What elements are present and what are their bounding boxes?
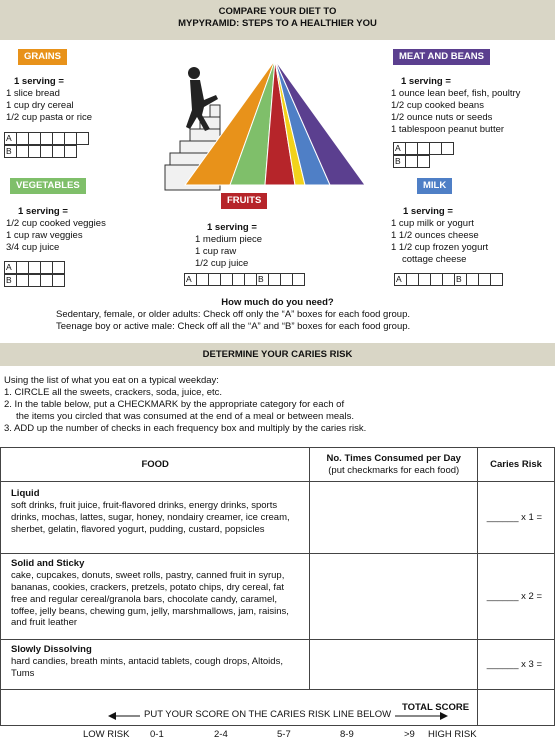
- need-line-2: Teenage boy or active male: Check off all the “A” and “B” boxes for each food group.: [56, 320, 411, 332]
- col-times-header: [310, 448, 478, 482]
- food-cell-dissolving: [1, 640, 310, 690]
- need-section: [0, 297, 555, 333]
- box-letter-b: B: [454, 273, 467, 286]
- vegetables-serving-head: 1 serving =: [18, 206, 68, 217]
- food-title: Slowly Dissolving: [11, 644, 92, 655]
- col-times-line-1: No. Times Consumed per Day: [326, 452, 461, 464]
- grains-serving: [6, 76, 92, 124]
- box-letter-a: A: [393, 142, 406, 155]
- fruits-checkboxes: [185, 274, 305, 286]
- milk-line-4: cottage cheese: [402, 253, 467, 265]
- need-title: How much do you need?: [221, 297, 334, 308]
- box-letter-a: A: [184, 273, 197, 286]
- pyramid-header: [0, 0, 555, 40]
- scale-range-2: 2-4: [214, 729, 228, 740]
- scale-high: HIGH RISK: [428, 729, 477, 740]
- scale-range-1: 0-1: [150, 729, 164, 740]
- milk-label: MILK: [417, 178, 452, 194]
- checkbox[interactable]: [64, 145, 77, 158]
- need-line-1: Sedentary, female, or older adults: Check off only the “A” boxes for each food group.: [56, 308, 410, 320]
- caries-header: DETERMINE YOUR CARIES RISK: [0, 343, 555, 366]
- mult-cell-dissolving[interactable]: ______ x 3 =: [478, 640, 555, 690]
- milk-line-2: 1 1/2 ounces cheese: [391, 229, 479, 241]
- total-label: TOTAL SCORE: [310, 690, 478, 726]
- checkbox[interactable]: [490, 273, 503, 286]
- vegetables-serving: [6, 206, 106, 254]
- milk-line-1: 1 cup milk or yogurt: [391, 217, 474, 229]
- scale-range-4: 8-9: [340, 729, 354, 740]
- box-letter-b: B: [4, 145, 17, 158]
- caries-risk-table: [0, 447, 555, 726]
- scale-instruction: PUT YOUR SCORE ON THE CARIES RISK LINE BELOW: [140, 709, 395, 721]
- table-row: [1, 482, 555, 554]
- grains-line-2: 1 cup dry cereal: [6, 99, 74, 111]
- fruits-label: FRUITS: [221, 193, 267, 209]
- table-row: [1, 554, 555, 640]
- grains-line-3: 1/2 cup pasta or rice: [6, 111, 93, 123]
- milk-serving: [391, 206, 488, 265]
- mult-cell-solid[interactable]: ______ x 2 =: [478, 554, 555, 640]
- caries-instructions: [4, 375, 366, 434]
- times-cell-dissolving[interactable]: [310, 640, 478, 690]
- grains-serving-head: 1 serving =: [14, 76, 64, 87]
- table-row: [1, 640, 555, 690]
- fruits-line-3: 1/2 cup juice: [195, 257, 249, 269]
- checkbox[interactable]: [441, 142, 454, 155]
- checkbox[interactable]: [52, 274, 65, 287]
- caries-intro: Using the list of what you eat on a typical weekday:: [4, 375, 219, 386]
- checkbox[interactable]: [292, 273, 305, 286]
- mypyramid-illustration: [160, 55, 380, 195]
- fruits-serving-head: 1 serving =: [207, 222, 257, 233]
- col-food-header: FOOD: [1, 448, 310, 482]
- fruits-line-1: 1 medium piece: [195, 233, 263, 245]
- caries-step-3: 3. ADD up the number of checks in each frequency box and multiply by the caries risk.: [4, 422, 367, 434]
- box-letter-a: A: [4, 132, 17, 145]
- total-value-cell[interactable]: [478, 690, 555, 726]
- caries-step-2a: 2. In the table below, put a CHECKMARK by the appropriate category for each of: [4, 398, 345, 410]
- food-cell-liquid: [1, 482, 310, 554]
- scale-range-5: >9: [404, 729, 415, 740]
- checkbox[interactable]: [76, 132, 89, 145]
- col-times-line-2: (put checkmarks for each food): [328, 464, 460, 476]
- food-title: Liquid: [11, 488, 40, 499]
- vegetables-line-3: 3/4 cup juice: [6, 241, 60, 253]
- table-header-row: [1, 448, 555, 482]
- header-line-2: MYPYRAMID: STEPS TO A HEALTHIER YOU: [178, 17, 377, 29]
- meat-serving: [391, 76, 520, 135]
- times-cell-liquid[interactable]: [310, 482, 478, 554]
- times-cell-solid[interactable]: [310, 554, 478, 640]
- box-letter-b: B: [256, 273, 269, 286]
- caries-step-1: 1. CIRCLE all the sweets, crackers, soda, juice, etc.: [4, 386, 223, 398]
- caries-step-2b: the items you circled that was consumed at the end of a meal or between meals.: [16, 410, 354, 422]
- food-text: soft drinks, fruit juice, fruit-flavored drinks, energy drinks, sports drinks, mochas, lattes, sugar, honey, nondairy creamer, ice cream, sherbet, gelatin, flavored yogurt, pudding, custard, popsicles: [11, 499, 290, 535]
- grains-line-1: 1 slice bread: [6, 87, 60, 99]
- col-risk-header: Caries Risk: [478, 448, 555, 482]
- vegetables-line-1: 1/2 cup cooked veggies: [6, 217, 106, 229]
- box-letter-a: A: [394, 273, 407, 286]
- meat-line-4: 1 tablespoon peanut butter: [391, 123, 505, 135]
- grains-label: GRAINS: [18, 49, 67, 65]
- food-title: Solid and Sticky: [11, 558, 85, 569]
- box-letter-a: A: [4, 261, 17, 274]
- milk-checkboxes: [395, 274, 503, 286]
- food-text: hard candies, breath mints, antacid tablets, cough drops, Altoids, Tums: [11, 655, 283, 679]
- milk-line-3: 1 1/2 cup frozen yogurt: [391, 241, 489, 253]
- meat-line-2: 1/2 cup cooked beans: [391, 99, 484, 111]
- meat-line-3: 1/2 ounce nuts or seeds: [391, 111, 493, 123]
- fruits-serving: [195, 222, 262, 270]
- food-text: cake, cupcakes, donuts, sweet rolls, pastry, canned fruit in syrup, bananas, cookies, crackers, pretzels, potato chips, dry cereal, fat free and regular cereal/granola bars, chocolate candy, caramel, toffee, jelly beans, chewing gum, jelly, marshmallows, jam, raisins, and fruit leather: [11, 569, 289, 629]
- checkbox[interactable]: [52, 261, 65, 274]
- box-letter-b: B: [393, 155, 406, 168]
- meat-label: MEAT AND BEANS: [393, 49, 490, 65]
- meat-line-1: 1 ounce lean beef, fish, poultry: [391, 87, 521, 99]
- fruits-line-2: 1 cup raw: [195, 245, 237, 257]
- box-letter-b: B: [4, 274, 17, 287]
- header-line-1: COMPARE YOUR DIET TO: [218, 6, 337, 17]
- milk-serving-head: 1 serving =: [403, 206, 453, 217]
- vegetables-label: VEGETABLES: [10, 178, 86, 194]
- meat-serving-head: 1 serving =: [401, 76, 451, 87]
- scale-low: LOW RISK: [83, 729, 130, 740]
- vegetables-line-2: 1 cup raw veggies: [6, 229, 83, 241]
- scale-range-3: 5-7: [277, 729, 291, 740]
- food-cell-solid: [1, 554, 310, 640]
- checkbox[interactable]: [417, 155, 430, 168]
- mult-cell-liquid[interactable]: ______ x 1 =: [478, 482, 555, 554]
